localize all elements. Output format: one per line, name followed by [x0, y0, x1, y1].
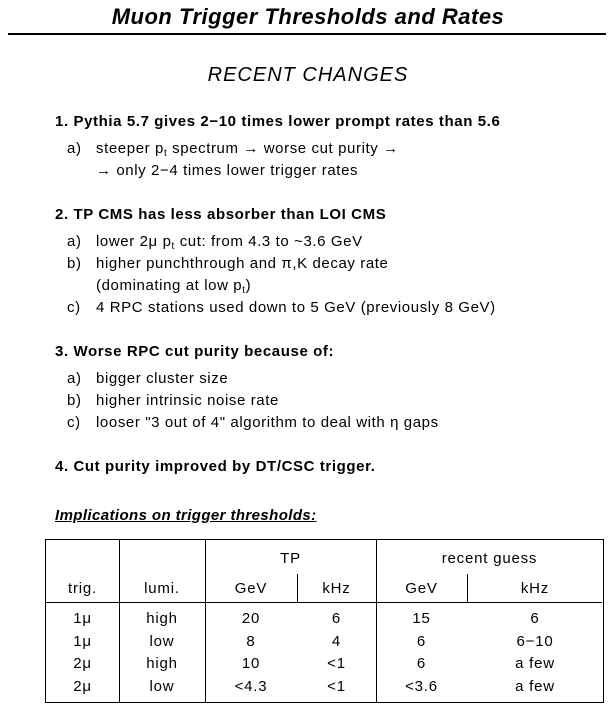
table-cell: low	[149, 677, 175, 695]
table-header-rule	[46, 602, 602, 603]
item-label: a)	[67, 370, 82, 387]
table-cell: <3.6	[405, 677, 438, 695]
table-cell: low	[149, 632, 175, 650]
table-cell: high	[146, 655, 178, 672]
item-continuation: → only 2−4 times lower trigger rates	[96, 162, 359, 179]
list-item	[67, 392, 279, 409]
table-cell: 2μ	[73, 677, 92, 695]
section-3-heading: 3. Worse RPC cut purity because of:	[55, 343, 335, 360]
table-cell: <1	[327, 677, 346, 695]
table-column-header: kHz	[520, 580, 550, 597]
table-cell: 10	[241, 655, 261, 672]
table-cell: 6−10	[516, 632, 554, 650]
item-text: higher punchthrough and π,K decay rate	[96, 255, 389, 272]
section-1-heading: 1. Pythia 5.7 gives 2−10 times lower prompt rates than 5.6	[55, 113, 501, 130]
item-label: a)	[67, 140, 82, 157]
table-cell: 4	[331, 632, 342, 650]
table-cell: 2μ	[73, 655, 92, 672]
title-rule	[8, 33, 606, 35]
table-cell: 20	[241, 610, 261, 627]
table-cell: high	[146, 610, 178, 627]
item-label: a)	[67, 233, 82, 250]
tp-group-header: TP	[280, 550, 301, 567]
table-cell: a few	[515, 655, 555, 672]
section-2-heading: 2. TP CMS has less absorber than LOI CMS	[55, 206, 387, 223]
list-item	[67, 233, 363, 250]
item-label: c)	[67, 299, 81, 316]
table-cell: 8	[246, 632, 256, 650]
item-text: looser "3 out of 4" algorithm to deal with η gaps	[96, 414, 439, 431]
item-label: b)	[67, 392, 82, 409]
item-text: higher intrinsic noise rate	[96, 392, 279, 409]
table-cell: 1μ	[73, 610, 92, 627]
subtitle: RECENT CHANGES	[207, 64, 409, 86]
table-column-header: GeV	[234, 580, 268, 597]
list-item	[67, 370, 228, 387]
page-title: Muon Trigger Thresholds and Rates	[111, 4, 505, 29]
table-cell: 6	[416, 632, 427, 650]
list-item	[67, 255, 389, 272]
table-cell: 6	[416, 655, 427, 672]
list-item	[67, 414, 439, 431]
list-item	[67, 299, 496, 316]
item-text: lower 2μ $p_t$ cut: from 4.3 to ~3.6 GeV	[96, 233, 363, 252]
section-4-heading: 4. Cut purity improved by DT/CSC trigger.	[55, 458, 376, 475]
table-cell: <4.3	[234, 677, 268, 695]
item-label: c)	[67, 414, 81, 431]
item-text: steeper $p_t$ spectrum → worse cut purity →	[96, 140, 399, 159]
table-cell: 15	[412, 610, 431, 627]
item-label: b)	[67, 255, 82, 272]
table-cell: a few	[515, 677, 555, 695]
recent-guess-group-header: recent guess	[441, 550, 538, 567]
table-cell: <1	[327, 655, 346, 672]
table-column-header: kHz	[322, 580, 351, 597]
list-item	[67, 140, 399, 157]
table-cell: 1μ	[73, 632, 92, 650]
table-column-header: lumi.	[144, 580, 180, 597]
item-text: 4 RPC stations used down to 5 GeV (previously 8 GeV)	[96, 299, 496, 316]
item-text: bigger cluster size	[96, 370, 229, 387]
item-continuation: (dominating at low $p_t$)	[96, 277, 252, 296]
table-cell: 6	[530, 610, 540, 627]
implications-heading: Implications on trigger thresholds:	[55, 507, 317, 524]
table-cell: 6	[331, 610, 342, 627]
table-column-header: GeV	[405, 580, 438, 597]
table-column-header: trig.	[67, 580, 97, 597]
